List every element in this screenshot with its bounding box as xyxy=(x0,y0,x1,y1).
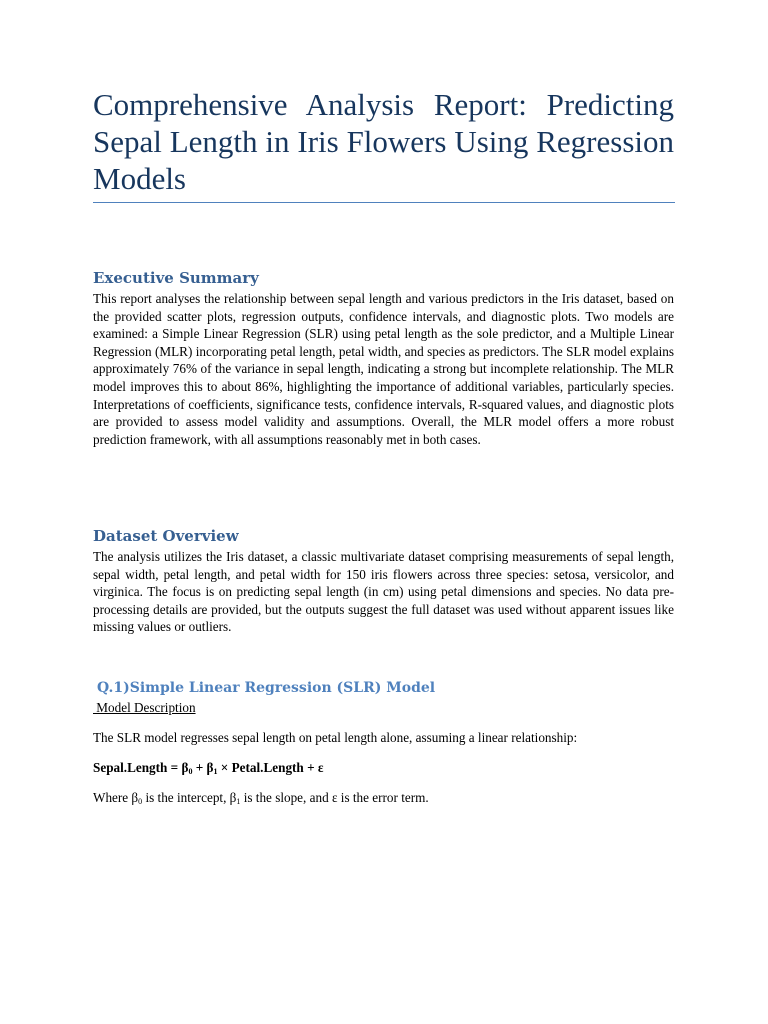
model-description-subheading: Model Description xyxy=(93,700,196,715)
equation-lhs: Sepal.Length = β xyxy=(93,760,189,775)
where-part-1: Where β xyxy=(93,790,139,805)
report-title: Comprehensive Analysis Report: Predicting Sepal Length in Iris Flowers Using Regression Models xyxy=(93,87,674,196)
equation-sub-1: 1 xyxy=(213,767,218,776)
where-part-2: is the intercept, β xyxy=(142,790,237,805)
where-sub-1: 1 xyxy=(236,797,241,806)
q1-heading: Q.1)Simple Linear Regression (SLR) Model xyxy=(97,680,436,696)
equation-mid: + β xyxy=(192,760,214,775)
title-divider xyxy=(93,202,675,203)
dataset-overview-body: The analysis utilizes the Iris dataset, a classic multivariate dataset comprising measurements of sepal length, sepal width, petal length, and petal width for 150 iris flowers across three species: setosa, versicolor, and virginica. The focus is on predicting sepal length (in cm) using petal dimensions and species. No data pre-processing details are provided, but the outputs suggest the full dataset was used without apparent issues like missing values or outliers. xyxy=(93,549,674,635)
equation-rhs: × Petal.Length + ε xyxy=(217,760,324,775)
equation-sub-0: 0 xyxy=(188,767,193,776)
executive-summary-heading: Executive Summary xyxy=(93,269,259,287)
slr-equation xyxy=(93,759,324,776)
executive-summary-body: This report analyses the relationship between sepal length and various predictors in the Iris dataset, based on the provided scatter plots, regression outputs, confidence intervals, and diagnostic plots. Two models are examined: a Simple Linear Regression (SLR) using petal length as the sole predictor, and a Multiple Linear Regression (MLR) incorporating petal length, petal width, and species as predictors. The SLR model explains approximately 76% of the variance in sepal length, indicating a strong but incomplete relationship. The MLR model improves this to about 86%, highlighting the importance of additional variables, particularly species. Interpretations of coefficients, significance tests, confidence intervals, R-squared values, and diagnostic plots are provided to assess model validity and assumptions. Overall, the MLR model offers a more robust prediction framework, with all assumptions reasonably met in both cases. xyxy=(93,291,674,447)
dataset-overview-heading: Dataset Overview xyxy=(93,527,239,545)
where-sub-0: 0 xyxy=(138,797,143,806)
equation-terms-explanation xyxy=(93,789,429,806)
where-part-3: is the slope, and ε is the error term. xyxy=(240,790,429,805)
slr-intro-text: The SLR model regresses sepal length on petal length alone, assuming a linear relationship: xyxy=(93,730,578,745)
